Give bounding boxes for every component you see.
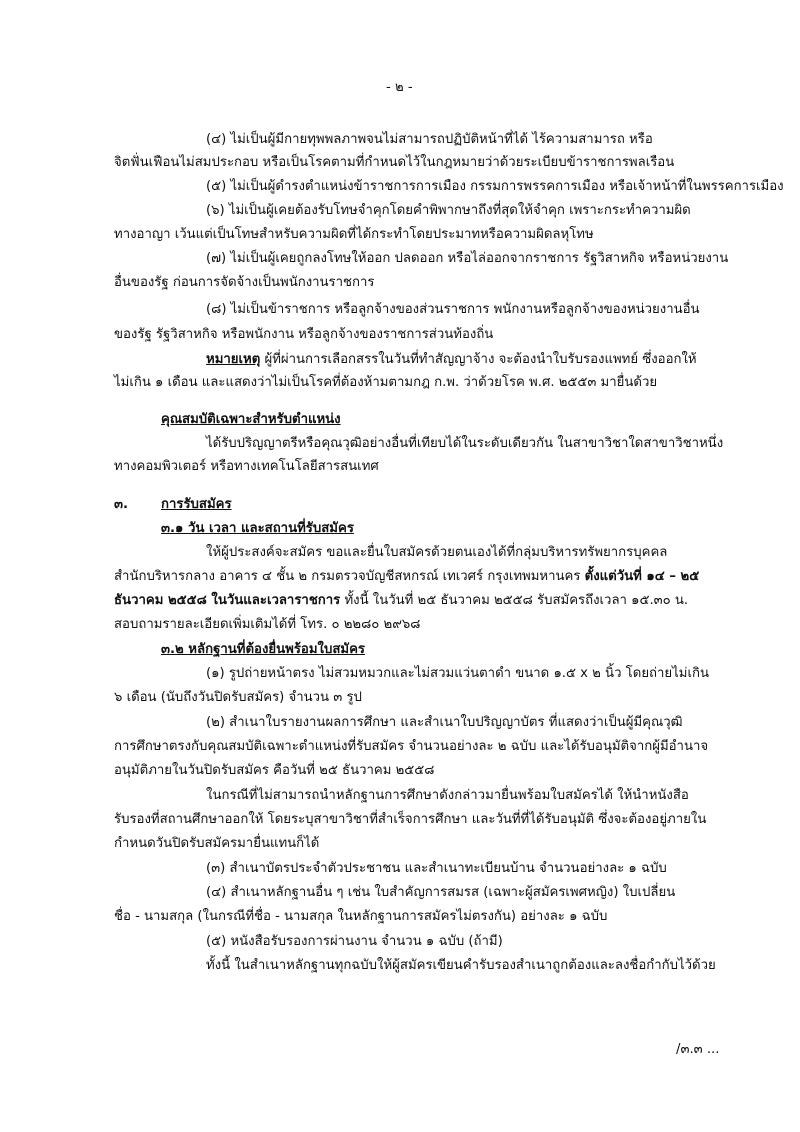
section-3-heading: การรับสมัคร [161,497,232,512]
doc-2-note-line-1: ในกรณีที่ไม่สามารถนำหลักฐานการศึกษาดังกล่าวมายื่นพร้อมใบสมัครได้ ให้นำหนังสือ [206,788,689,803]
item-8-line-1: (๘) ไม่เป็นข้าราชการ หรือลูกจ้างของส่วนราชการ พนักงานหรือลูกจ้างของหน่วยงานอื่น [206,302,700,317]
section-3-1-contact: สอบถามรายละเอียดเพิ่มเติมได้ที่ โทร. ๐ ๒๒๘๐ ๒๙๖๘ [114,617,421,632]
application-start-date: ตั้งแต่วันที่ ๑๔ – ๒๕ [584,569,700,584]
application-period: ธันวาคม ๒๕๕๘ ในวันและเวลาราชการ [114,593,341,608]
s31-line-3-text: ทั้งนี้ ในวันที่ ๒๕ ธันวาคม ๒๕๕๘ รับสมัครถึงเวลา ๑๕.๓๐ น. [340,593,689,608]
spec-heading: คุณสมบัติเฉพาะสำหรับตำแหน่ง [161,412,341,427]
doc-4-line-1: (๔) สำเนาหลักฐานอื่น ๆ เช่น ใบสำคัญการสมรส (เฉพาะผู้สมัครเพศหญิง) ใบเปลี่ยน [206,885,676,900]
s31-line-2-text: สำนักบริหารกลาง อาคาร ๔ ชั้น ๒ กรมตรวจบัญชีสหกรณ์ เทเวศร์ กรุงเทพมหานคร [114,569,585,584]
doc-2-line-2: การศึกษาตรงกับคุณสมบัติเฉพาะตำแหน่งที่รับสมัคร จำนวนอย่างละ ๒ ฉบับ และได้รับอนุมัติจากผู้มีอำนาจ [114,739,709,754]
spec-line-1: ได้รับปริญญาตรีหรือคุณวุฒิอย่างอื่นที่เทียบได้ในระดับเดียวกัน ในสาขาวิชาใดสาขาวิชาหนึ่ง [206,436,724,451]
doc-2-note-line-3: กำหนดวันปิดรับสมัครมายื่นแทนก็ได้ [114,836,320,851]
item-5: (๕) ไม่เป็นผู้ดำรงตำแหน่งข้าราชการการเมือง กรรมการพรรคการเมือง หรือเจ้าหน้าที่ในพรรคการเมือง [206,179,784,194]
section-3-2-heading: ๓.๒ หลักฐานที่ต้องยื่นพร้อมใบสมัคร [161,642,365,657]
note-line-2: ไม่เกิน ๑ เดือน และแสดงว่าไม่เป็นโรคที่ต้องห้ามตามกฎ ก.พ. ว่าด้วยโรค พ.ศ. ๒๕๕๓ มายื่นด้วย [114,375,658,390]
doc-2-line-1: (๒) สำเนาใบรายงานผลการศึกษา และสำเนาใบปริญญาบัตร ที่แสดงว่าเป็นผู้มีคุณวุฒิ [206,715,683,730]
doc-2-note-line-2: รับรองที่สถานศึกษาออกให้ โดยระบุสาขาวิชาที่สำเร็จการศึกษา และวันที่ที่ได้รับอนุมัติ ซึ่งจะต้องอยู่ภายใน [114,812,707,827]
continuation-marker: /๓.๓ ... [676,1042,720,1057]
page-number: - ๒ - [386,80,413,95]
section-3-1-heading: ๓.๑ วัน เวลา และสถานที่รับสมัคร [161,521,354,536]
doc-3: (๓) สำเนาบัตรประจำตัวประชาชน และสำเนาทะเบียนบ้าน จำนวนอย่างละ ๑ ฉบับ [206,861,667,876]
section-3-1-line-3 [114,591,688,611]
item-4-line-2: จิตฟั่นเฟือนไม่สมประกอบ หรือเป็นโรคตามที่กำหนดไว้ในกฎหมายว่าด้วยระเบียบข้าราชการพลเรือน [114,155,675,170]
note-text-1: ผู้ที่ผ่านการเลือกสรรในวันที่ทำสัญญาจ้าง จะต้องนำใบรับรองแพทย์ ซึ่งออกให้ [260,352,697,367]
doc-1-line-1: (๑) รูปถ่ายหน้าตรง ไม่สวมหมวกและไม่สวมแว่นตาดำ ขนาด ๑.๕ x ๒ นิ้ว โดยถ่ายไม่เกิน [206,666,709,681]
section-3-1-line-1: ให้ผู้ประสงค์จะสมัคร ขอและยื่นใบสมัครด้วยตนเองได้ที่กลุ่มบริหารทรัพยากรบุคคล [206,545,668,560]
doc-4-line-2: ชื่อ - นามสกุล (ในกรณีที่ชื่อ - นามสกุล ในหลักฐานการสมัครไม่ตรงกัน) อย่างละ ๑ ฉบับ [114,909,608,924]
note-label: หมายเหตุ [206,352,261,367]
item-6-line-2: ทางอาญา เว้นแต่เป็นโทษสำหรับความผิดที่ได้กระทำโดยประมาทหรือความผิดลหุโทษ [114,227,594,242]
item-4-line-1: (๔) ไม่เป็นผู้มีกายทุพพลภาพจนไม่สามารถปฏิบัติหน้าที่ได้ ไร้ความสามารถ หรือ [206,132,653,147]
item-8-line-2: ของรัฐ รัฐวิสาหกิจ หรือพนักงาน หรือลูกจ้างของราชการส่วนท้องถิ่น [114,327,494,342]
note-line-1 [206,350,697,370]
item-7-line-2: อื่นของรัฐ ก่อนการจัดจ้างเป็นพนักงานราชการ [114,275,375,290]
closing-statement: ทั้งนี้ ในสำเนาหลักฐานทุกฉบับให้ผู้สมัครเขียนคำรับรองสำเนาถูกต้องและลงชื่อกำกับไว้ด้วย [206,958,716,973]
item-6-line-1: (๖) ไม่เป็นผู้เคยต้องรับโทษจำคุกโดยคำพิพากษาถึงที่สุดให้จำคุก เพราะกระทำความผิด [206,203,691,218]
item-7-line-1: (๗) ไม่เป็นผู้เคยถูกลงโทษให้ออก ปลดออก หรือไล่ออกจากราชการ รัฐวิสาหกิจ หรือหน่วยงาน [206,251,729,266]
doc-2-line-3: อนุมัติภายในวันปิดรับสมัคร คือวันที่ ๒๕ ธันวาคม ๒๕๕๘ [114,763,435,778]
doc-1-line-2: ๖ เดือน (นับถึงวันปิดรับสมัคร) จำนวน ๓ รูป [114,690,362,705]
spec-line-2: ทางคอมพิวเตอร์ หรือทางเทคโนโลยีสารสนเทศ [114,459,379,474]
section-3-number: ๓. [114,497,129,512]
doc-5: (๕) หนังสือรับรองการผ่านงาน จำนวน ๑ ฉบับ (ถ้ามี) [206,934,503,949]
section-3-1-line-2 [114,567,699,587]
